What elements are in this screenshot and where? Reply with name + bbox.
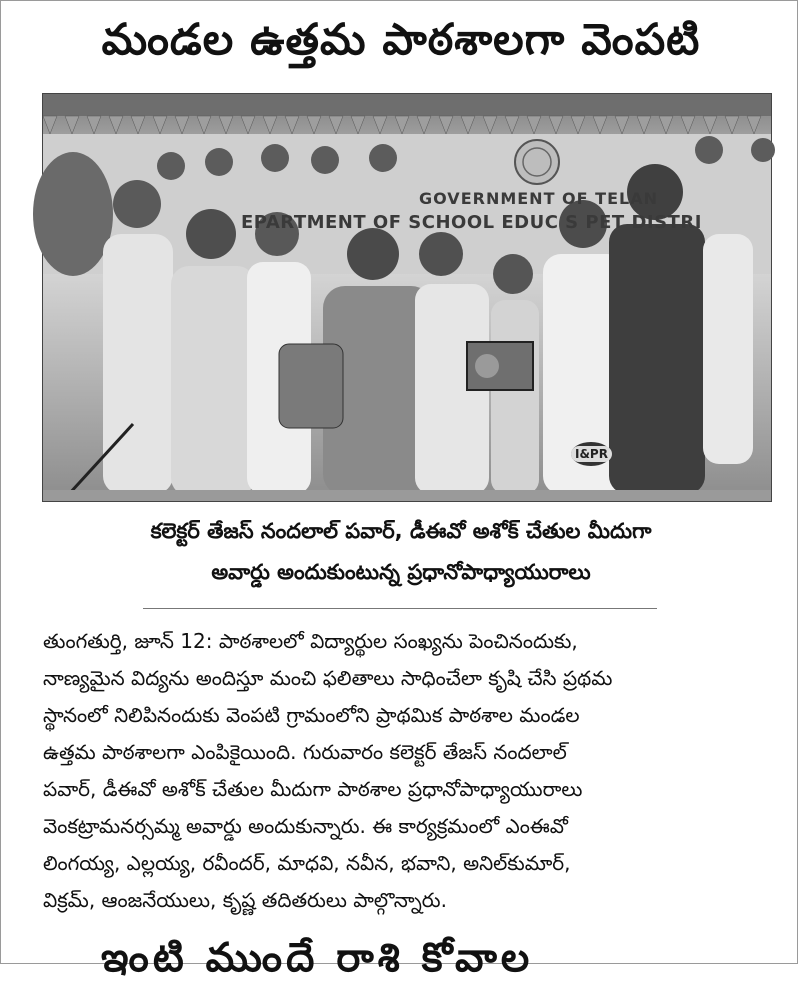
news-photo (42, 93, 772, 502)
photo-caption-line-2: అవార్డు అందుకుంటున్న ప్రధానోపాధ్యాయురాలు (211, 560, 591, 584)
article-line: నాణ్యమైన విద్యను అందిస్తూ మంచి ఫలితాలు సాధించేలా కృషి చేసి ప్రథమ (43, 666, 613, 690)
banner-department-text: EPARTMENT OF SCHOOL EDUC S PET DISTRI (241, 212, 702, 233)
photo-scene (43, 94, 771, 501)
article-line: స్థానంలో నిలిపినందుకు వెంపటి గ్రామంలోని ప్రాథమిక పాఠశాల మండల (43, 703, 580, 727)
article-line: ఉత్తమ పాఠశాలగా ఎంపికైయింది. గురువారం కలెక్టర్ తేజస్ నందలాల్ (43, 740, 567, 764)
article-line: తుంగతుర్తి, జూన్ 12: పాఠశాలలో విద్యార్థుల సంఖ్యను పెంచినందుకు, (43, 629, 578, 653)
next-headline-cutoff (101, 935, 701, 981)
banner-government-text: GOVERNMENT OF TELAN (419, 189, 658, 208)
article-line: విక్రమ్, ఆంజనేయులు, కృష్ణ తదితరులు పాల్గొన్నారు. (43, 888, 447, 912)
article-body (43, 623, 763, 919)
headline: మండల ఉత్తమ పాఠశాలగా వెంపటి (101, 15, 701, 65)
article-line: లింగయ్య, ఎల్లయ్య, రవీందర్, మాధవి, నవీన, భవాని, అనిల్‌కుమార్, (43, 851, 571, 875)
article-line: పవార్, డీఈవో అశోక్ చేతుల మీదుగా పాఠశాల ప్రధానోపాధ్యాయురాలు (43, 777, 583, 801)
photo-caption-line-1: కలెక్టర్ తేజస్ నందలాల్ పవార్, డీఈవో అశోక్ చేతుల మీదుగా (150, 519, 652, 543)
caption-divider (143, 608, 657, 609)
article-line: వెంకట్రామనర్సమ్మ అవార్డు అందుకున్నారు. ఈ కార్యక్రమంలో ఎంఈవో (43, 814, 568, 838)
ipr-mic-tag: I&PR (571, 446, 612, 462)
next-headline-text: ఇంటి ముందే రాశి కోవాల (101, 935, 534, 981)
